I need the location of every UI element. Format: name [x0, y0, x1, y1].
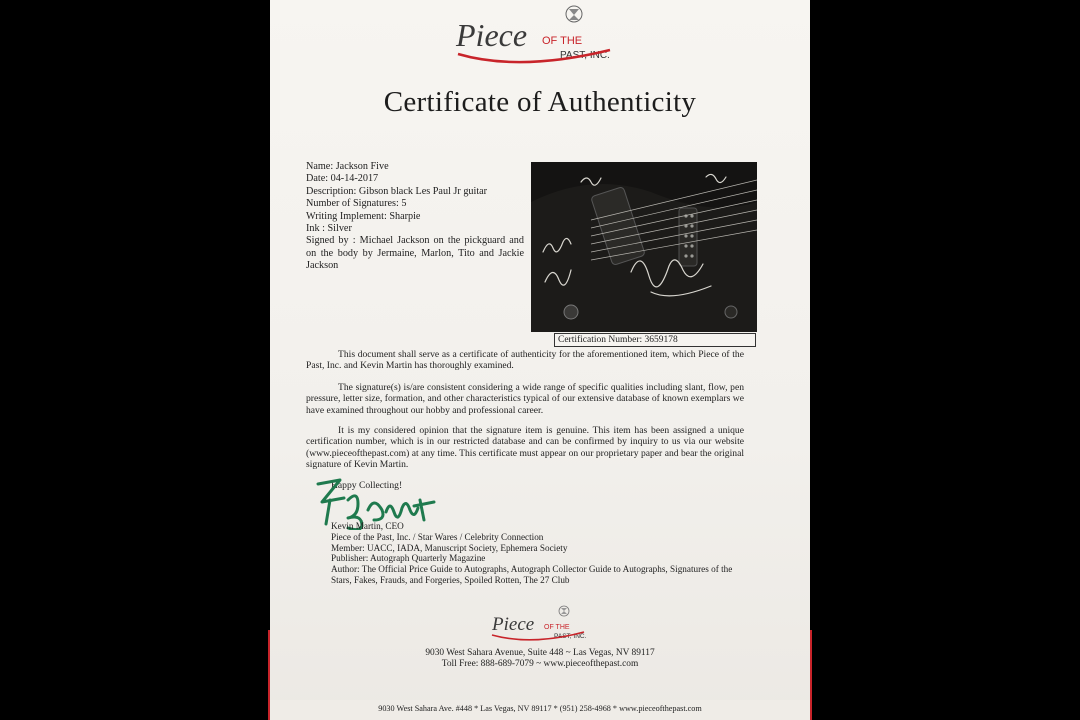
- signature-consistency-paragraph: The signature(s) is/are consistent considering a wide range of specific qualities including slant, flow, pen pressure, letter size, formation, and other characteristics typical of our extensive database of known exemplars we have examined throughout our hobby and professional career.: [306, 382, 744, 416]
- signer-author: Author: The Official Price Guide to Autographs, Autograph Collector Guide to Autographs, Signatures of the Stars, Fakes, Frauds, and Forgeries, Spoiled Rotten, The 27 Club: [331, 564, 733, 585]
- certificate-title: Certificate of Authenticity: [383, 86, 697, 118]
- signer-company: Piece of the Past, Inc. / Star Wares / Celebrity Connection: [331, 531, 544, 542]
- street-address: 9030 West Sahara Avenue, Suite 448 ~ Las Vegas, NV 89117: [425, 648, 655, 658]
- svg-text:Piece: Piece: [456, 17, 528, 53]
- svg-text:OF THE: OF THE: [542, 35, 583, 47]
- item-name: Name: Jackson Five: [306, 161, 389, 172]
- authenticity-statement: This document shall serve as a certificate of authenticity for the aforementioned item, which Piece of the Past, Inc. and Kevin Martin has thoroughly examined.: [306, 349, 744, 372]
- piece-of-the-past-footer-logo: [488, 604, 598, 648]
- svg-text:PAST, INC.: PAST, INC.: [554, 633, 587, 640]
- piece-of-the-past-logo: [450, 2, 630, 82]
- signer-publisher: Publisher: Autograph Quarterly Magazine: [331, 553, 486, 564]
- guitar-photo: [531, 162, 757, 332]
- item-date: Date: 04-14-2017: [306, 173, 379, 185]
- company-address: [270, 648, 810, 671]
- item-description: Description: Gibson black Les Paul Jr guitar: [306, 185, 488, 197]
- footer-contact-strip: 9030 West Sahara Ave. #448 * Las Vegas, NV 89117 * (951) 258-4968 * www.pieceofthepast.com: [270, 700, 810, 720]
- item-ink: Ink : Silver: [306, 223, 352, 235]
- genuineness-opinion-paragraph: It is my considered opinion that the signature item is genuine. This item has been assigned a unique certification number, which is in our restricted database and can be confirmed by inquiry to us via our website (www.pieceofthepast.com) at any time. This certificate must appear on our proprietary paper and bear the original signature of Kevin Martin.: [306, 425, 744, 471]
- certification-number: Certification Number: 3659178: [554, 333, 756, 347]
- signer-credentials: [331, 521, 751, 586]
- item-signed-by: Signed by : Michael Jackson on the pickguard and on the body by Jermaine, Marlon, Tito and Jackie Jackson: [306, 235, 524, 272]
- item-writing-implement: Writing Implement: Sharpie: [306, 210, 421, 222]
- item-signature-count: Number of Signatures: 5: [306, 198, 407, 210]
- svg-text:OF THE: OF THE: [544, 624, 570, 631]
- signer-memberships: Member: UACC, IADA, Manuscript Society, Ephemera Society: [331, 542, 568, 553]
- signer-name: Kevin Martin, CEO: [331, 521, 404, 531]
- item-details: [306, 161, 524, 273]
- svg-text:Piece: Piece: [492, 614, 535, 635]
- certificate-paper: [270, 0, 810, 720]
- toll-free-website: Toll Free: 888-689-7079 ~ www.pieceofthepast.com: [441, 659, 639, 670]
- closing-line: Happy Collecting!: [331, 480, 403, 491]
- svg-text:PAST, INC.: PAST, INC.: [560, 50, 610, 61]
